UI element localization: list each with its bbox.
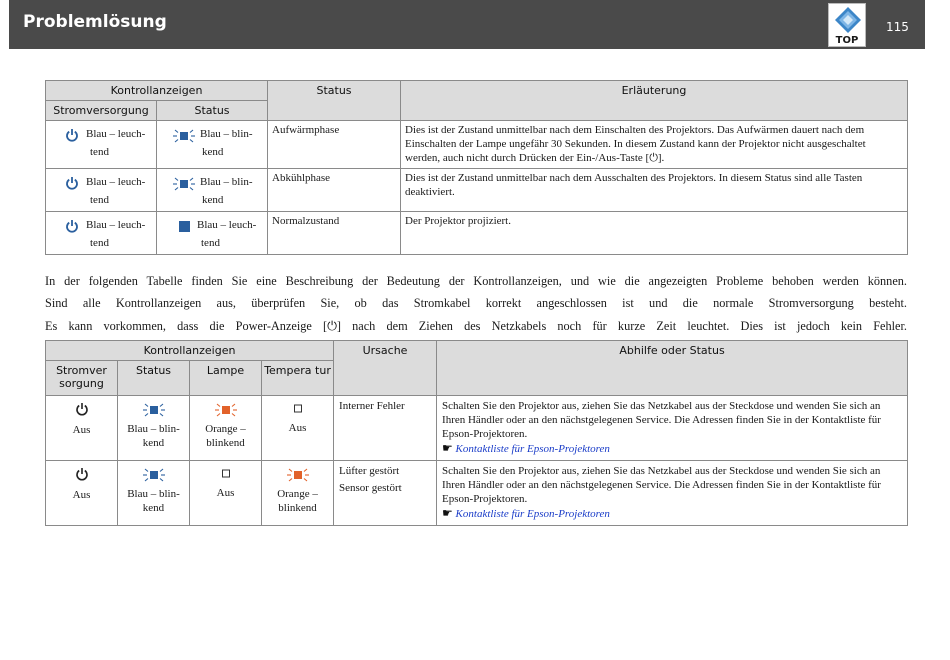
indicator-label: Blau – leuch- (86, 219, 146, 231)
indicator-label: Blau – blin- (200, 128, 253, 140)
remedy-cell (437, 396, 908, 461)
remedy-cell (437, 461, 908, 526)
indicator-label: Blau – leuch- (86, 176, 146, 188)
header-power: Stromversorgung (46, 101, 157, 121)
steady-blue-led-icon (179, 221, 190, 232)
blinking-blue-led-icon (141, 402, 167, 418)
table-row (46, 212, 908, 255)
header-power: Stromver sorgung (46, 361, 118, 396)
blinking-blue-led-icon (171, 128, 197, 144)
header-remedy: Abhilfe oder Status (437, 341, 908, 396)
header-indicators: Kontrollanzeigen (46, 341, 334, 361)
indicator-label: Blau – blin- (200, 176, 253, 188)
pointing-hand-icon: ☛ (442, 441, 453, 455)
status-table (45, 80, 908, 255)
header-indicators: Kontrollanzeigen (46, 81, 268, 101)
blinking-blue-led-icon (171, 176, 197, 192)
power-off-icon (75, 402, 89, 416)
indicator-label: tend (90, 237, 109, 249)
power-icon (65, 128, 79, 142)
cause-text: Lüfter gestört (339, 465, 400, 477)
indicator-label: Orange – blinkend (205, 423, 246, 449)
lamp-indicator-cell (190, 396, 262, 461)
indicator-label: tend (201, 237, 220, 249)
indicator-label: kend (202, 194, 224, 206)
status-indicator-cell (157, 169, 268, 212)
table-row (46, 121, 908, 169)
indicator-label: tend (90, 194, 109, 206)
blinking-blue-led-icon (141, 467, 167, 483)
error-table (45, 340, 908, 526)
indicator-label: Blau – leuch- (86, 128, 146, 140)
lamp-indicator-cell (190, 461, 262, 526)
header-status-sub: Status (157, 101, 268, 121)
table-row (46, 396, 908, 461)
indicator-label: kend (202, 146, 224, 158)
explanation-cell: Dies ist der Zustand unmittelbar nach dem Einschalten des Projektors. Das Aufwärmen dauert nach dem Einschalten der Lampe ungefähr 30 Sekunden. In diesem Zustand kann der Projektor nicht ausgeschaltet werden, auch nicht durch Drücken der Ein-/Aus-Taste [⏻]. (401, 121, 908, 169)
blinking-orange-led-icon (213, 402, 239, 418)
top-link-icon[interactable] (828, 3, 866, 47)
diamond-icon (834, 6, 862, 34)
page-title: Problemlösung (23, 12, 167, 32)
explanation-cell: Der Projektor projiziert. (401, 212, 908, 255)
blinking-orange-led-icon (285, 467, 311, 483)
temp-indicator-cell (262, 396, 334, 461)
state-cell: Aufwärmphase (268, 121, 401, 169)
header-temp: Tempera tur (262, 361, 334, 396)
header-bar (9, 0, 925, 49)
page-number: 115 (886, 20, 909, 34)
power-off-icon (75, 467, 89, 481)
state-cell: Abkühlphase (268, 169, 401, 212)
indicator-label: Aus (216, 487, 235, 499)
header-explanation: Erläuterung (401, 81, 908, 121)
led-off-icon (293, 402, 303, 414)
indicator-label: Aus (72, 424, 91, 436)
temp-indicator-cell (262, 461, 334, 526)
indicator-label: Blau – blin- kend (127, 423, 180, 449)
status-indicator-cell (118, 396, 190, 461)
indicator-label: Aus (72, 489, 91, 501)
status-indicator-cell (157, 212, 268, 255)
led-off-icon (221, 467, 231, 479)
indicator-label: Orange – blinkend (277, 488, 318, 514)
status-indicator-cell (157, 121, 268, 169)
indicator-label: Aus (288, 422, 307, 434)
power-icon (65, 219, 79, 233)
header-cause: Ursache (334, 341, 437, 396)
power-indicator-cell (46, 396, 118, 461)
power-indicator-cell (46, 461, 118, 526)
indicator-label: tend (90, 146, 109, 158)
indicator-label: Blau – leuch- (197, 219, 257, 231)
status-indicator-cell (118, 461, 190, 526)
header-lamp: Lampe (190, 361, 262, 396)
power-icon (65, 176, 79, 190)
remedy-text: Schalten Sie den Projektor aus, ziehen Sie das Netzkabel aus der Steckdose und wenden Sie sich an Ihren Händler oder an den nächstgelegenen Service. Die Adressen finden Sie in der Kontaktliste für Epson-Projektoren. (442, 400, 881, 440)
paragraph-line: Sind alle Kontrollanzeigen aus, überprüfen Sie, ob das Stromkabel korrekt angeschlossen ist und die normale Stromversorgung besteht. (45, 296, 907, 310)
paragraph-line: Es kann vorkommen, dass die Power-Anzeige [⏻] nach dem Ziehen des Netzkabels noch für kurze Zeit leuchtet. Dies ist jedoch kein Fehler. (45, 319, 907, 333)
paragraph-line: In der folgenden Tabelle finden Sie eine Beschreibung der Bedeutung der Kontrollanzeigen, und wie die angezeigten Probleme behoben werden können. (45, 274, 907, 288)
cause-cell (334, 461, 437, 526)
explanation-cell: Dies ist der Zustand unmittelbar nach dem Ausschalten des Projektors. In diesem Status sind alle Tasten deaktiviert. (401, 169, 908, 212)
cause-text: Interner Fehler (339, 400, 405, 412)
power-indicator-cell (46, 169, 157, 212)
table-row (46, 461, 908, 526)
top-label: TOP (835, 35, 859, 46)
remedy-text: Schalten Sie den Projektor aus, ziehen Sie das Netzkabel aus der Steckdose und wenden Sie sich an Ihren Händler oder an den nächstgelegenen Service. Die Adressen finden Sie in der Kontaktliste für Epson-Projektoren. (442, 465, 881, 505)
cause-text: Sensor gestört (339, 482, 402, 494)
header-status: Status (118, 361, 190, 396)
power-indicator-cell (46, 212, 157, 255)
cause-cell (334, 396, 437, 461)
contact-list-link[interactable]: Kontaktliste für Epson-Projektoren (455, 508, 610, 520)
table-row (46, 169, 908, 212)
power-indicator-cell (46, 121, 157, 169)
header-status: Status (268, 81, 401, 121)
indicator-label: Blau – blin- kend (127, 488, 180, 514)
state-cell: Normalzustand (268, 212, 401, 255)
pointing-hand-icon: ☛ (442, 506, 453, 520)
contact-list-link[interactable]: Kontaktliste für Epson-Projektoren (455, 443, 610, 455)
